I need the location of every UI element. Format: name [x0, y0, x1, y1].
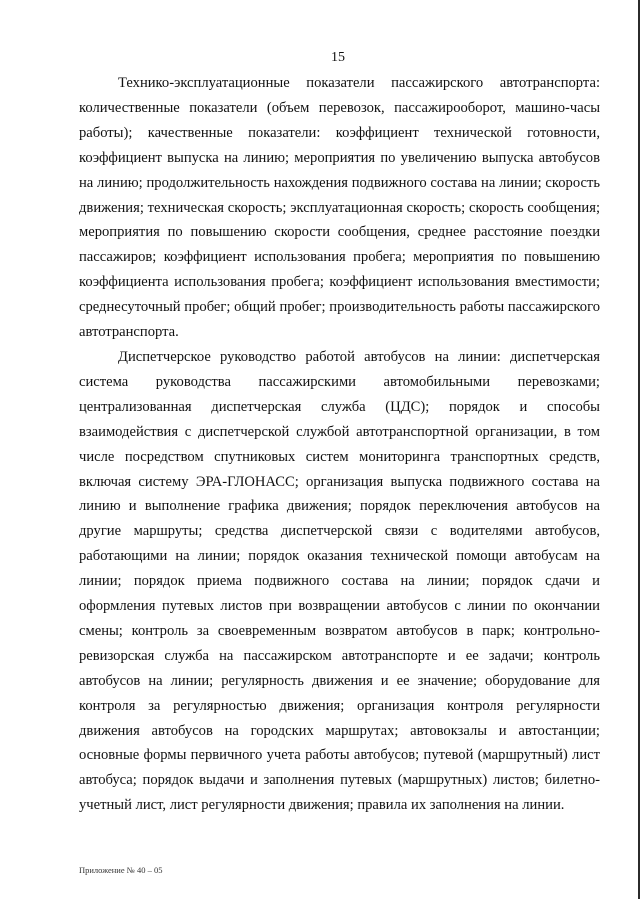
paragraph-performance-indicators: Технико-эксплуатационные показатели пассажирского автотранспорта: количественные показатели (объем перевозок, пассажирооборот, машино-часы работы); качественные показатели: коэффициент технической готовности, коэффициент выпуска на линию; мероприятия по увеличению выпуска автобусов на линию; продолжительность нахождения подвижного состава на линии; скорость движения; техническая скорость; эксплуатационная скорость; скорость сообщения; мероприятия по повышению скорости сообщения, среднее расстояние поездки пассажиров; коэффициент использования пробега; мероприятия по повышению коэффициента использования пробега; коэффициент использования вместимости; среднесуточный пробег; общий пробег; производительность работы пассажирского автотранспорта.: [79, 75, 600, 341]
paragraph-dispatch-management: Диспетчерское руководство работой автобусов на линии: диспетчерская система руководства пассажирскими автомобильными перевозками; централизованная диспетчерская служба (ЦДС); порядок и способы взаимодействия с диспетчерской службой автотранспортной организации, в том числе посредством спутниковых систем мониторинга транспортных средств, включая систему ЭРА-ГЛОНАСС; организация выпуска подвижного состава на линию и выполнение графика движения; порядок переключения автобусов на другие маршруты; средства диспетчерской связи с водителями автобусов, работающими на линии; порядок оказания технической помощи автобусам на линии; порядок приема подвижного состава на линии; порядок сдачи и оформления путевых листов при возвращении автобусов с линии по окончании смены; контроль за своевременным возвратом автобусов в парк; контрольно-ревизорская служба на пассажирском автотранспорте и ее задачи; контроль автобусов на линии; регулярность движения и ее значение; оборудование для контроля за регулярностью движения; организация контроля регулярности движения автобусов на городских маршрутах; автовокзалы и автостанции; основные формы первичного учета работы автобусов; путевой (маршрутный) лист автобуса; порядок выдачи и заполнения путевых (маршрутных) листов; билетно-учетный лист, лист регулярности движения; правила их заполнения на линии.: [79, 348, 600, 814]
body-text: [79, 71, 600, 818]
page-number: 15: [331, 50, 345, 65]
footer-appendix-label: Приложение № 40 – 05: [79, 865, 163, 875]
